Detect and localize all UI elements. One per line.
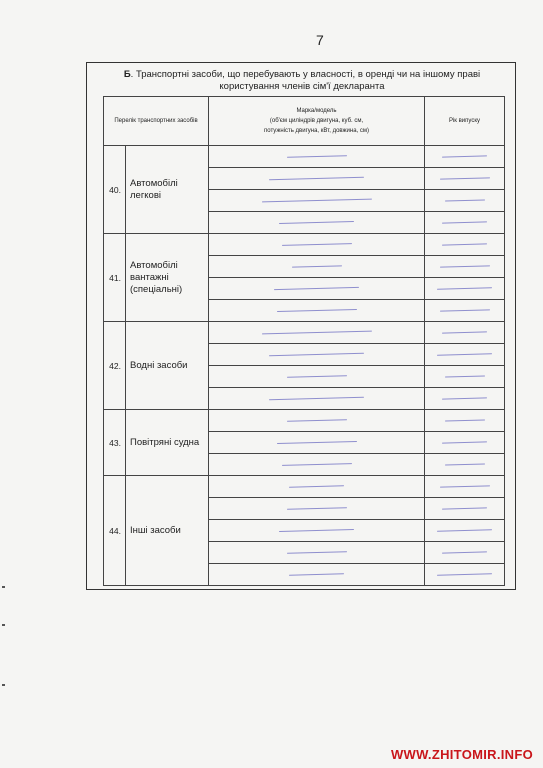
redacted-handwriting (281, 243, 351, 246)
redacted-handwriting (437, 529, 492, 531)
redacted-handwriting (442, 243, 487, 245)
year-cell (425, 564, 505, 586)
year-cell (425, 256, 505, 278)
table-row (104, 322, 505, 344)
year-cell (425, 454, 505, 476)
row-label: Повітряні судна (126, 410, 209, 476)
year-cell (425, 344, 505, 366)
section-letter: Б (123, 69, 131, 80)
model-cell (209, 344, 425, 366)
table-row (104, 146, 505, 168)
redacted-handwriting (444, 199, 484, 201)
redacted-handwriting (437, 573, 492, 575)
model-cell (209, 454, 425, 476)
redacted-handwriting (444, 375, 484, 377)
row-number: 40. (104, 146, 126, 234)
year-cell (425, 498, 505, 520)
model-cell (209, 322, 425, 344)
redacted-handwriting (269, 353, 364, 356)
year-cell (425, 212, 505, 234)
redacted-handwriting (286, 419, 346, 422)
redacted-handwriting (277, 309, 357, 312)
header-model-line2: (об'єм циліндрів двигуна, куб. см, (269, 118, 364, 124)
redacted-handwriting (281, 463, 351, 466)
redacted-handwriting (286, 155, 346, 158)
model-cell (209, 366, 425, 388)
scan-edge-mark (2, 624, 5, 626)
row-label: Автомобілі легкові (126, 146, 209, 234)
redacted-handwriting (269, 397, 364, 400)
header-model-line1: Марка/модель (296, 108, 337, 114)
model-cell (209, 146, 425, 168)
year-cell (425, 300, 505, 322)
section-title-line1: . Транспортні засоби, що перебувають у власності, в оренді чи на іншому праві (130, 69, 481, 80)
year-cell (425, 234, 505, 256)
vehicles-table (103, 96, 505, 586)
year-cell (425, 520, 505, 542)
redacted-handwriting (439, 485, 489, 487)
row-number: 42. (104, 322, 126, 410)
year-cell (425, 278, 505, 300)
row-label: Інші засоби (126, 476, 209, 586)
row-number: 43. (104, 410, 126, 476)
model-cell (209, 432, 425, 454)
redacted-handwriting (291, 265, 341, 267)
redacted-handwriting (439, 309, 489, 311)
redacted-handwriting (279, 221, 354, 224)
redacted-handwriting (444, 463, 484, 465)
redacted-handwriting (442, 155, 487, 157)
scan-edge-mark (2, 684, 5, 686)
model-cell (209, 278, 425, 300)
model-cell (209, 564, 425, 586)
redacted-handwriting (286, 375, 346, 378)
redacted-handwriting (262, 331, 372, 335)
redacted-handwriting (286, 551, 346, 554)
declaration-section-frame (86, 62, 516, 590)
redacted-handwriting (437, 287, 492, 289)
redacted-handwriting (269, 177, 364, 180)
year-cell (425, 146, 505, 168)
table-row (104, 234, 505, 256)
header-year: Рік випуску (425, 97, 505, 146)
watermark: WWW.ZHITOMIR.INFO (390, 747, 533, 762)
redacted-handwriting (279, 529, 354, 532)
section-title (87, 69, 517, 93)
table-body (104, 146, 505, 586)
year-cell (425, 322, 505, 344)
year-cell (425, 388, 505, 410)
model-cell (209, 234, 425, 256)
redacted-handwriting (277, 441, 357, 444)
model-cell (209, 212, 425, 234)
year-cell (425, 168, 505, 190)
redacted-handwriting (286, 507, 346, 510)
redacted-handwriting (442, 397, 487, 399)
model-cell (209, 300, 425, 322)
page-number: 7 (316, 32, 324, 48)
redacted-handwriting (262, 199, 372, 203)
table-header-row (104, 97, 505, 146)
row-label: Автомобілі вантажні (спеціальні) (126, 234, 209, 322)
row-label: Водні засоби (126, 322, 209, 410)
year-cell (425, 190, 505, 212)
model-cell (209, 256, 425, 278)
header-model (209, 97, 425, 146)
model-cell (209, 476, 425, 498)
section-title-line2: користування членів сім'ї декларанта (219, 81, 385, 92)
year-cell (425, 476, 505, 498)
year-cell (425, 366, 505, 388)
redacted-handwriting (442, 441, 487, 443)
redacted-handwriting (437, 353, 492, 355)
redacted-handwriting (442, 331, 487, 333)
redacted-handwriting (442, 551, 487, 553)
table-row (104, 410, 505, 432)
row-number: 41. (104, 234, 126, 322)
year-cell (425, 432, 505, 454)
year-cell (425, 410, 505, 432)
redacted-handwriting (439, 177, 489, 179)
header-vehicles: Перелік транспортних засобів (104, 97, 209, 146)
model-cell (209, 168, 425, 190)
scan-edge-mark (2, 586, 5, 588)
redacted-handwriting (289, 573, 344, 575)
redacted-handwriting (442, 221, 487, 223)
redacted-handwriting (289, 485, 344, 487)
redacted-handwriting (442, 507, 487, 509)
model-cell (209, 520, 425, 542)
model-cell (209, 410, 425, 432)
redacted-handwriting (439, 265, 489, 267)
redacted-handwriting (274, 287, 359, 290)
year-cell (425, 542, 505, 564)
model-cell (209, 388, 425, 410)
model-cell (209, 190, 425, 212)
model-cell (209, 498, 425, 520)
model-cell (209, 542, 425, 564)
redacted-handwriting (444, 419, 484, 421)
table-row (104, 476, 505, 498)
header-model-line3: потужність двигуна, кВт, довжина, см) (263, 128, 370, 134)
row-number: 44. (104, 476, 126, 586)
